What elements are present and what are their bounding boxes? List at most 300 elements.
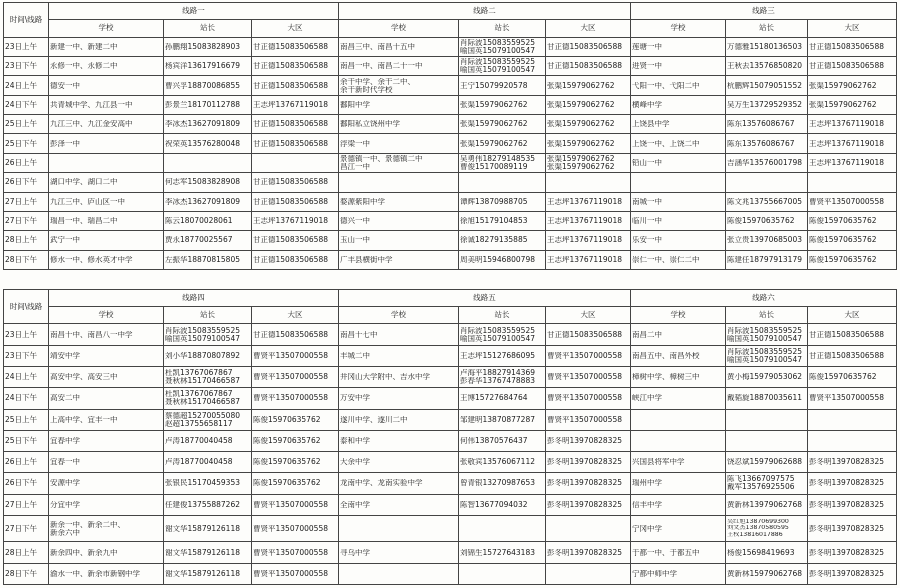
region-cell bbox=[808, 515, 897, 542]
cell-line: 宁都中师中学 bbox=[632, 569, 677, 578]
cell-line: 修水一中、修水英才中学 bbox=[50, 255, 133, 264]
station-head-cell bbox=[726, 173, 808, 192]
cell-line: 卢涛18770040458 bbox=[165, 458, 233, 467]
cell-line: 张渠15979062762 bbox=[547, 100, 615, 109]
station-head-cell bbox=[726, 56, 808, 75]
region-cell bbox=[252, 134, 339, 153]
cell-line: 新余一中、新余二中、 bbox=[50, 520, 125, 529]
school-cell bbox=[339, 76, 459, 95]
cell-line: 兴国县将军中学 bbox=[632, 458, 685, 467]
cell-line: 彭景兰18170112788 bbox=[165, 100, 240, 109]
school-cell bbox=[631, 211, 726, 230]
table-row bbox=[4, 37, 897, 56]
region-cell bbox=[546, 563, 631, 584]
region-cell bbox=[546, 542, 631, 563]
region-cell bbox=[546, 366, 631, 387]
region-cell bbox=[808, 250, 897, 269]
route-title: 线路一 bbox=[49, 3, 339, 20]
cell-line: 共青城中学、九江县一中 bbox=[50, 100, 133, 109]
cell-line: 王博15727684764 bbox=[460, 394, 528, 403]
station-head-cell bbox=[726, 37, 808, 56]
region-cell bbox=[546, 473, 631, 494]
cell-line: 蔡德超15270055080 bbox=[165, 411, 240, 420]
cell-line: 井冈山大学附中、吉水中学 bbox=[340, 373, 430, 382]
cell-line: 上饶一中、上饶二中 bbox=[632, 139, 700, 148]
station-head-cell bbox=[164, 250, 252, 269]
cell-line: 张银民15170459353 bbox=[165, 479, 240, 488]
cell-line: 黄新林13979062768 bbox=[727, 500, 802, 509]
region-cell bbox=[808, 409, 897, 430]
region-cell bbox=[252, 515, 339, 542]
cell-line: 遂川中学、遂川二中 bbox=[340, 415, 408, 424]
station-head-cell bbox=[164, 134, 252, 153]
region-cell bbox=[252, 95, 339, 114]
cell-line: 新余六中 bbox=[50, 528, 80, 537]
region-cell bbox=[252, 115, 339, 134]
cell-line: 弋阳一中、弋阳二中 bbox=[632, 81, 700, 90]
region-cell bbox=[252, 76, 339, 95]
cell-line: 卢涛18770040458 bbox=[165, 436, 233, 445]
table-row bbox=[4, 473, 897, 494]
cell-line: 九江三中、庐山区一中 bbox=[50, 197, 125, 206]
cell-line: 甘正德15083506588 bbox=[253, 120, 328, 129]
cell-line: 张渠15979062762 bbox=[547, 154, 615, 163]
table-row bbox=[4, 494, 897, 515]
table-row bbox=[4, 366, 897, 387]
school-cell bbox=[49, 452, 164, 473]
cell-line: 王志坪13767119018 bbox=[809, 158, 884, 167]
time-slot: 23日上午 bbox=[4, 324, 49, 345]
time-slot: 26日上午 bbox=[4, 153, 49, 172]
cell-line: 陈俊15970635762 bbox=[253, 479, 321, 488]
cell-line: 横峰中学 bbox=[632, 100, 662, 109]
time-slot: 27日上午 bbox=[4, 192, 49, 211]
cell-line: 永修一中、永修二中 bbox=[50, 62, 118, 71]
cell-line: 信丰中学 bbox=[632, 500, 662, 509]
table-row bbox=[4, 409, 897, 430]
cell-line: 进贤一中 bbox=[632, 62, 662, 71]
table-row bbox=[4, 211, 897, 230]
cell-line: 刘文杰13870580595 bbox=[727, 525, 789, 532]
school-cell bbox=[631, 231, 726, 250]
cell-line: 王秋去13576850820 bbox=[727, 62, 802, 71]
cell-line: 万德雅15180136503 bbox=[727, 42, 802, 51]
cell-line: 宁冈中学 bbox=[632, 524, 662, 533]
cell-line: 喻国英15079100547 bbox=[460, 66, 535, 75]
school-cell bbox=[49, 211, 164, 230]
cell-line: 邹建明13870877287 bbox=[460, 415, 535, 424]
table-row bbox=[4, 250, 897, 269]
station-head-cell bbox=[726, 542, 808, 563]
school-cell bbox=[339, 231, 459, 250]
cell-line: 曹贤平13507000558 bbox=[253, 373, 328, 382]
cell-line: 甘正德15083506588 bbox=[253, 178, 328, 187]
cell-line: 杨俊15698419693 bbox=[727, 548, 795, 557]
cell-line: 王志坪13767119018 bbox=[253, 217, 328, 226]
cell-line: 甘正德15083506588 bbox=[253, 197, 328, 206]
school-cell bbox=[339, 473, 459, 494]
station-head-cell bbox=[459, 192, 546, 211]
table-row bbox=[4, 388, 897, 409]
school-cell bbox=[631, 515, 726, 542]
region-cell bbox=[808, 231, 897, 250]
region-cell bbox=[546, 452, 631, 473]
school-cell bbox=[631, 473, 726, 494]
cell-line: 孙鹏翔15083828903 bbox=[165, 42, 240, 51]
cell-line: 高安二中 bbox=[50, 394, 80, 403]
cell-line: 张渠15979062762 bbox=[460, 120, 528, 129]
station-head-cell bbox=[164, 115, 252, 134]
school-cell bbox=[631, 345, 726, 366]
cell-line: 曹贤平13507000558 bbox=[547, 373, 622, 382]
station-head-cell bbox=[164, 563, 252, 584]
route-title: 线路六 bbox=[631, 290, 897, 307]
region-cell bbox=[252, 542, 339, 563]
school-cell bbox=[49, 388, 164, 409]
cell-line: 周美明15946800798 bbox=[460, 255, 535, 264]
station-head-cell bbox=[164, 56, 252, 75]
cell-line: 卢海平18827914369 bbox=[460, 369, 535, 378]
cell-line: 新建一中、新建二中 bbox=[50, 42, 118, 51]
school-cell bbox=[49, 345, 164, 366]
time-slot: 25日上午 bbox=[4, 409, 49, 430]
station-head-cell bbox=[459, 563, 546, 584]
region-cell bbox=[252, 153, 339, 172]
cell-line: 鄱阳私立饶州中学 bbox=[340, 120, 400, 129]
school-cell bbox=[49, 542, 164, 563]
region-cell bbox=[808, 115, 897, 134]
school-cell bbox=[339, 324, 459, 345]
route-title: 线路二 bbox=[339, 3, 631, 20]
cell-line: 曹俊15170089119 bbox=[460, 162, 528, 171]
column-header-school: 学校 bbox=[631, 307, 726, 324]
cell-line: 祝荣英13576280048 bbox=[165, 139, 240, 148]
station-head-cell bbox=[164, 494, 252, 515]
region-cell bbox=[808, 366, 897, 387]
school-cell bbox=[339, 409, 459, 430]
cell-line: 曹贤平13507000558 bbox=[547, 394, 622, 403]
cell-line: 德安一中 bbox=[50, 81, 80, 90]
cell-line: 分宜中学 bbox=[50, 500, 80, 509]
region-cell bbox=[808, 37, 897, 56]
route-title-row bbox=[4, 3, 897, 20]
station-head-cell bbox=[164, 515, 252, 542]
table-row bbox=[4, 56, 897, 75]
region-cell bbox=[546, 76, 631, 95]
cell-line: 甘正德15083506588 bbox=[253, 42, 328, 51]
cell-line: 渝水一中、新余市新钢中学 bbox=[50, 569, 140, 578]
station-head-cell bbox=[164, 192, 252, 211]
cell-line: 王宁15079920578 bbox=[460, 81, 528, 90]
cell-line: 吉涵华13576001798 bbox=[727, 158, 802, 167]
cell-line: 陈俊15970635762 bbox=[253, 415, 321, 424]
school-cell bbox=[631, 409, 726, 430]
cell-line: 彭冬明13970828325 bbox=[809, 548, 884, 557]
school-cell bbox=[49, 56, 164, 75]
cell-line: 陈东13576086767 bbox=[727, 120, 795, 129]
station-head-cell bbox=[459, 430, 546, 451]
cell-line: 肖际波15083559525 bbox=[727, 326, 802, 335]
cell-line: 赵超13755658117 bbox=[165, 419, 233, 428]
cell-line: 上高中学、宜丰一中 bbox=[50, 415, 118, 424]
column-header-region: 大区 bbox=[546, 307, 631, 324]
cell-line: 寻乌中学 bbox=[340, 548, 370, 557]
school-cell bbox=[631, 388, 726, 409]
cell-line: 张渠15979062762 bbox=[547, 120, 615, 129]
cell-line: 何伟13870576437 bbox=[460, 436, 528, 445]
region-cell bbox=[546, 37, 631, 56]
station-head-cell bbox=[164, 473, 252, 494]
cell-line: 王志坪13767119018 bbox=[547, 255, 622, 264]
region-cell bbox=[546, 192, 631, 211]
cell-line: 陈飞13667097575 bbox=[727, 475, 795, 484]
cell-line: 南城一中 bbox=[632, 197, 662, 206]
column-header-station-head: 站长 bbox=[726, 307, 808, 324]
region-cell bbox=[808, 56, 897, 75]
cell-line: 曹贤平13507000558 bbox=[809, 394, 884, 403]
time-slot: 27日下午 bbox=[4, 515, 49, 542]
cell-line: 铅山一中 bbox=[632, 158, 662, 167]
station-head-cell bbox=[459, 95, 546, 114]
cell-line: 陈俊15970635762 bbox=[253, 458, 321, 467]
cell-line: 南昌十中、南昌八一中学 bbox=[50, 330, 133, 339]
region-cell bbox=[808, 494, 897, 515]
station-head-cell bbox=[459, 473, 546, 494]
station-head-cell bbox=[459, 115, 546, 134]
cell-line: 玉山一中 bbox=[340, 236, 370, 245]
cell-line: 陈东13576086767 bbox=[727, 139, 795, 148]
region-cell bbox=[252, 473, 339, 494]
school-cell bbox=[339, 37, 459, 56]
cell-line: 南昌十七中 bbox=[340, 330, 378, 339]
cell-line: 喻国英15079100547 bbox=[727, 334, 802, 343]
column-header-school: 学校 bbox=[339, 307, 459, 324]
cell-line: 左振华18870815805 bbox=[165, 255, 240, 264]
cell-line: 乐安一中 bbox=[632, 236, 662, 245]
cell-line: 喻国英15079100547 bbox=[460, 46, 535, 55]
cell-line: 婺源紫阳中学 bbox=[340, 197, 385, 206]
cell-line: 丰城二中 bbox=[340, 351, 370, 360]
cell-line: 谢文华15879126118 bbox=[165, 569, 240, 578]
cell-line: 曹贤平13507000558 bbox=[253, 394, 328, 403]
cell-line: 曹贤平13507000558 bbox=[253, 569, 328, 578]
region-cell bbox=[252, 231, 339, 250]
school-cell bbox=[631, 153, 726, 172]
top-schedule-table bbox=[3, 2, 897, 270]
station-head-cell bbox=[726, 324, 808, 345]
cell-line: 甘正德15083506588 bbox=[253, 81, 328, 90]
station-head-cell bbox=[459, 211, 546, 230]
station-head-cell bbox=[164, 211, 252, 230]
time-slot: 28日下午 bbox=[4, 563, 49, 584]
cell-line: 聂秋林15170466587 bbox=[165, 377, 240, 386]
cell-line: 曹贤平13507000558 bbox=[253, 524, 328, 533]
region-cell bbox=[808, 452, 897, 473]
cell-line: 谢文华15879126118 bbox=[165, 524, 240, 533]
region-cell bbox=[808, 324, 897, 345]
station-head-cell bbox=[726, 153, 808, 172]
column-header-region: 大区 bbox=[808, 307, 897, 324]
cell-line: 崇仁一中、崇仁二中 bbox=[632, 255, 700, 264]
table-row bbox=[4, 134, 897, 153]
column-header-station-head: 站长 bbox=[164, 307, 252, 324]
station-head-cell bbox=[726, 563, 808, 584]
column-header-station-head: 站长 bbox=[726, 20, 808, 37]
cell-line: 甘正德15083506588 bbox=[547, 62, 622, 71]
school-cell bbox=[339, 95, 459, 114]
cell-line: 鄱阳中学 bbox=[340, 100, 370, 109]
cell-line: 龙南中学、龙南实验中学 bbox=[340, 479, 423, 488]
station-head-cell bbox=[726, 430, 808, 451]
cell-line: 甘正德15083506588 bbox=[253, 62, 328, 71]
cell-line: 刘锦生15727643183 bbox=[460, 548, 535, 557]
cell-line: 曹贤平13507000558 bbox=[253, 351, 328, 360]
cell-line: 安源中学 bbox=[50, 479, 80, 488]
cell-line: 王志坪13767119018 bbox=[547, 236, 622, 245]
cell-line: 九江三中、九江金安高中 bbox=[50, 120, 133, 129]
station-head-cell bbox=[459, 56, 546, 75]
cell-line: 黄新林15979062768 bbox=[727, 569, 802, 578]
column-header-station-head: 站长 bbox=[164, 20, 252, 37]
cell-line: 徐旭15179104853 bbox=[460, 217, 528, 226]
station-head-cell bbox=[164, 345, 252, 366]
region-cell bbox=[252, 430, 339, 451]
region-cell bbox=[546, 95, 631, 114]
cell-line: 德兴一中 bbox=[340, 217, 370, 226]
region-cell bbox=[252, 324, 339, 345]
cell-line: 张立贵13970685003 bbox=[727, 236, 802, 245]
school-cell bbox=[49, 324, 164, 345]
cell-line: 彭冬明13970828325 bbox=[809, 458, 884, 467]
school-cell bbox=[339, 56, 459, 75]
time-slot: 27日上午 bbox=[4, 494, 49, 515]
school-cell bbox=[49, 173, 164, 192]
table-row bbox=[4, 452, 897, 473]
cell-line: 南昌五中、南昌外校 bbox=[632, 351, 700, 360]
column-header-row bbox=[4, 307, 897, 324]
station-head-cell bbox=[164, 388, 252, 409]
school-cell bbox=[339, 452, 459, 473]
station-head-cell bbox=[459, 494, 546, 515]
cell-line: 甘正德15083506588 bbox=[547, 42, 622, 51]
cell-line: 王志坪13767119018 bbox=[253, 100, 328, 109]
region-cell bbox=[546, 494, 631, 515]
station-head-cell bbox=[459, 409, 546, 430]
cell-line: 上饶县中学 bbox=[632, 120, 670, 129]
corner-label: 时间\线路 bbox=[4, 290, 49, 324]
cell-line: 景德镇一中、景德镇二中 bbox=[340, 154, 423, 163]
column-header-school: 学校 bbox=[49, 307, 164, 324]
school-cell bbox=[49, 115, 164, 134]
school-cell bbox=[339, 542, 459, 563]
region-cell bbox=[546, 388, 631, 409]
school-cell bbox=[339, 211, 459, 230]
time-slot: 24日上午 bbox=[4, 366, 49, 387]
cell-line: 张渠15979062762 bbox=[547, 139, 615, 148]
cell-line: 彭冬明13970828325 bbox=[547, 458, 622, 467]
time-slot: 23日下午 bbox=[4, 345, 49, 366]
cell-line: 喻国英15079100547 bbox=[165, 334, 240, 343]
time-slot: 23日上午 bbox=[4, 37, 49, 56]
time-slot: 26日上午 bbox=[4, 452, 49, 473]
region-cell bbox=[252, 173, 339, 192]
cell-line: 彭冬明13970828325 bbox=[547, 479, 622, 488]
cell-line: 莲塘一中 bbox=[632, 42, 662, 51]
cell-line: 吴勇伟18279148535 bbox=[460, 154, 535, 163]
cell-line: 任建俊13755887262 bbox=[165, 500, 240, 509]
cell-line: 曹贤平13507000558 bbox=[547, 415, 622, 424]
region-cell bbox=[252, 494, 339, 515]
region-cell bbox=[252, 388, 339, 409]
cell-line: 于都一中、于都五中 bbox=[632, 548, 700, 557]
region-cell bbox=[252, 345, 339, 366]
table-row bbox=[4, 115, 897, 134]
cell-line: 瑞昌一中、瑞昌二中 bbox=[50, 217, 118, 226]
cell-line: 南昌三中、南昌十五中 bbox=[340, 42, 415, 51]
station-head-cell bbox=[726, 211, 808, 230]
corner-label: 时间\线路 bbox=[4, 3, 49, 38]
region-cell bbox=[546, 430, 631, 451]
time-slot: 27日下午 bbox=[4, 211, 49, 230]
school-cell bbox=[49, 134, 164, 153]
cell-line: 聂秋林15170466587 bbox=[165, 398, 240, 407]
station-head-cell bbox=[726, 95, 808, 114]
table-row bbox=[4, 542, 897, 563]
cell-line: 曹贤平13507000558 bbox=[253, 548, 328, 557]
station-head-cell bbox=[726, 115, 808, 134]
cell-line: 甘正德15083506588 bbox=[547, 330, 622, 339]
time-slot: 25日下午 bbox=[4, 134, 49, 153]
station-head-cell bbox=[459, 76, 546, 95]
cell-line: 泰和中学 bbox=[340, 436, 370, 445]
cell-line: 张渠15979062762 bbox=[547, 81, 615, 90]
time-slot: 25日下午 bbox=[4, 430, 49, 451]
cell-line: 肖际波15083559525 bbox=[460, 58, 535, 67]
region-cell bbox=[546, 56, 631, 75]
cell-line: 陈俊15970635762 bbox=[809, 236, 877, 245]
station-head-cell bbox=[726, 473, 808, 494]
cell-line: 张敬宾13576067112 bbox=[460, 458, 535, 467]
cell-line: 浮梁一中 bbox=[340, 139, 370, 148]
station-head-cell bbox=[459, 452, 546, 473]
column-header-region: 大区 bbox=[808, 20, 897, 37]
cell-line: 武宁一中 bbox=[50, 236, 80, 245]
station-head-cell bbox=[459, 388, 546, 409]
school-cell bbox=[631, 250, 726, 269]
time-slot: 25日上午 bbox=[4, 115, 49, 134]
region-cell bbox=[808, 95, 897, 114]
time-slot: 28日上午 bbox=[4, 542, 49, 563]
column-header-row bbox=[4, 20, 897, 37]
cell-line: 宜春一中 bbox=[50, 458, 80, 467]
station-head-cell bbox=[459, 250, 546, 269]
cell-line: 肖际波15083559525 bbox=[165, 326, 240, 335]
region-cell bbox=[808, 211, 897, 230]
school-cell bbox=[631, 430, 726, 451]
cell-line: 新余四中、新余九中 bbox=[50, 548, 118, 557]
region-cell bbox=[546, 231, 631, 250]
cell-line: 戴军13576925506 bbox=[727, 483, 795, 492]
region-cell bbox=[546, 409, 631, 430]
region-cell bbox=[808, 473, 897, 494]
cell-line: 陈俊15970635762 bbox=[727, 217, 795, 226]
cell-line: 曹贤平13507000558 bbox=[547, 351, 622, 360]
station-head-cell bbox=[726, 250, 808, 269]
region-cell bbox=[546, 134, 631, 153]
cell-line: 陈智13677094032 bbox=[460, 500, 528, 509]
cell-line: 陈文兆13755667005 bbox=[727, 197, 802, 206]
bottom-schedule-table bbox=[3, 289, 897, 585]
